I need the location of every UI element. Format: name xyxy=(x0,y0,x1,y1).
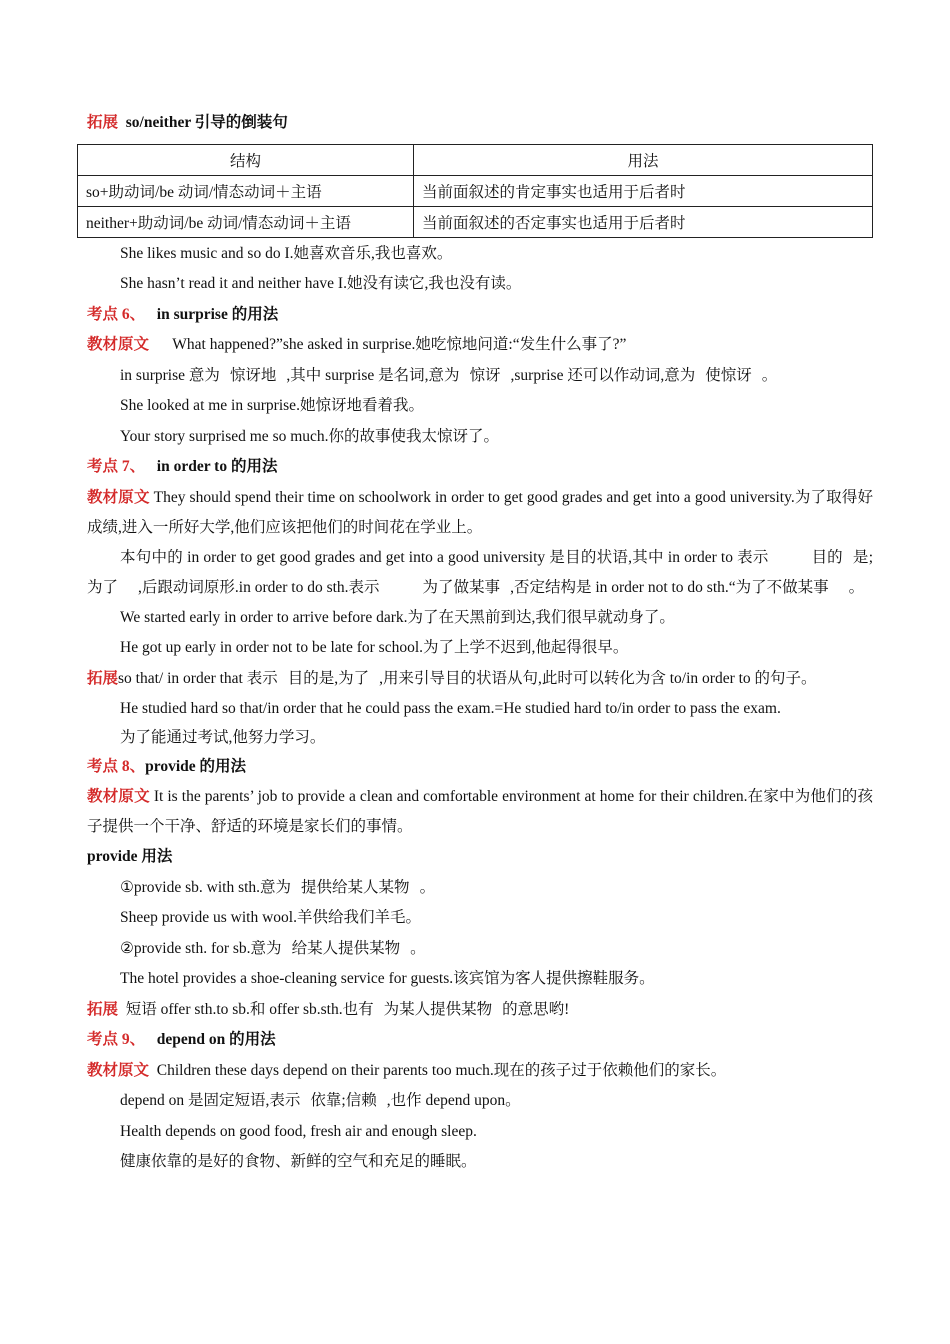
explanation-text: in surprise 意为 xyxy=(120,366,220,384)
section-heading-extension xyxy=(87,108,873,139)
answer-blank: 给某人提供某物 xyxy=(291,939,401,957)
usage-text: 。 xyxy=(410,939,426,957)
point-title: depend on 的用法 xyxy=(156,1031,276,1048)
usage-item xyxy=(87,934,873,965)
table-header: 用法 xyxy=(414,144,873,175)
answer-blank: 惊讶 xyxy=(469,366,501,384)
original-tag: 教材原文 xyxy=(87,788,150,805)
original-tag: 教材原文 xyxy=(87,336,150,353)
explanation-text: ,也作 depend upon。 xyxy=(386,1092,521,1109)
example-sentence: Health depends on good food, fresh air and enough sleep. xyxy=(120,1122,477,1140)
answer-blank: 为某人提供某物 xyxy=(383,1000,493,1018)
explanation-text: so that/ in order that 表示 xyxy=(118,669,278,687)
example-sentence: He got up early in order not to be late for school.为了上学不迟到,他起得很早。 xyxy=(120,639,629,656)
table-cell: 当前面叙述的肯定事实也适用于后者时 xyxy=(414,175,873,206)
example-translation: 健康依靠的是好的食物、新鲜的空气和充足的睡眠。 xyxy=(120,1153,477,1170)
extension-title: so/neither 引导的倒装句 xyxy=(125,114,288,131)
usage-subheading: provide 用法 xyxy=(87,848,173,865)
usage-text: ②provide sth. for sb.意为 xyxy=(120,939,282,957)
example-sentence: He studied hard so that/in order that he could pass the exam.=He studied hard to/in order to pass the exam. xyxy=(120,699,781,717)
extension-tag: 拓展 xyxy=(87,114,119,131)
explanation-text: 。 xyxy=(761,366,778,384)
example-sentence: She hasn’t read it and neither have I.她没有读它,我也没有读。 xyxy=(120,275,522,292)
point-6-heading xyxy=(87,300,873,331)
example-sentence: Your story surprised me so much.你的故事使我太惊讶了。 xyxy=(120,427,500,445)
explanation-text: 短语 offer sth.to sb.和 offer sb.sth.也有 xyxy=(125,1000,374,1018)
extension-note xyxy=(87,995,873,1026)
usage-text: 。 xyxy=(419,878,436,896)
table-row xyxy=(78,175,873,206)
textbook-original xyxy=(87,483,873,543)
point-tag: 考点 9、 xyxy=(87,1031,146,1048)
point-title: in order to 的用法 xyxy=(156,458,278,475)
explanation xyxy=(87,361,873,392)
textbook-original xyxy=(87,1056,873,1087)
answer-blank: 目的 xyxy=(811,548,843,566)
answer-blank: 使惊讶 xyxy=(705,366,752,384)
explanation xyxy=(87,1086,873,1117)
original-text: They should spend their time on schoolwork in order to get good grades and get into a good university.为了取得好成绩,进入一所好大学,他们应该把他们的时间花在学业上。 xyxy=(87,488,873,536)
original-tag: 教材原文 xyxy=(87,1061,150,1079)
table-cell: neither+助动词/be 动词/情态动词＋主语 xyxy=(78,206,414,237)
extension-tag: 拓展 xyxy=(87,669,119,687)
extension-tag: 拓展 xyxy=(87,1000,119,1018)
table-header: 结构 xyxy=(78,144,414,175)
point-title: provide 的用法 xyxy=(145,757,247,775)
example-sentence: We started early in order to arrive before dark.为了在天黑前到达,我们很早就动身了。 xyxy=(120,608,675,626)
original-text: It is the parents’ job to provide a clean and comfortable environment at home for their children.在家中为他们的孩子提供一个干净、舒适的环境是家长们的事情。 xyxy=(87,788,873,835)
example-sentence: She likes music and so do I.她喜欢音乐,我也喜欢。 xyxy=(120,244,453,262)
point-8-heading xyxy=(87,752,873,783)
point-tag: 考点 7、 xyxy=(87,458,146,475)
original-tag: 教材原文 xyxy=(87,488,150,506)
explanation-text: 本句中的 in order to get good grades and get into a good university 是目的状语,其中 in order to 表示 xyxy=(120,548,769,566)
point-7-heading xyxy=(87,452,873,483)
point-9-heading xyxy=(87,1025,873,1056)
answer-blank: 惊讶地 xyxy=(229,366,277,384)
explanation-text: ,后跟动词原形.in order to do sth.表示 xyxy=(138,578,380,596)
original-text: What happened?”she asked in surprise.她吃惊地问道:“发生什么事了?” xyxy=(172,336,627,353)
explanation-text: ,其中 surprise 是名词,意为 xyxy=(286,366,460,384)
explanation xyxy=(87,543,873,603)
point-title: in surprise 的用法 xyxy=(156,305,279,323)
usage-text: ①provide sb. with sth.意为 xyxy=(120,878,292,896)
example-sentence: The hotel provides a shoe-cleaning service for guests.该宾馆为客人提供擦鞋服务。 xyxy=(120,970,655,987)
answer-blank: 为了做某事 xyxy=(422,578,501,596)
answer-blank: 依靠;信赖 xyxy=(310,1092,377,1109)
original-text: Children these days depend on their parents too much.现在的孩子过于依赖他们的家长。 xyxy=(156,1061,727,1079)
point-tag: 考点 6、 xyxy=(87,305,146,323)
point-tag: 考点 8、 xyxy=(87,757,146,775)
textbook-original xyxy=(87,782,873,842)
explanation-text: 的意思哟! xyxy=(502,1000,570,1018)
document-page xyxy=(87,108,873,1178)
table-header-row xyxy=(78,144,873,175)
explanation-text: ,用来引导目的状语从句,此时可以转化为含 to/in order to 的句子。 xyxy=(379,669,817,687)
table-cell: 当前面叙述的否定事实也适用于后者时 xyxy=(414,206,873,237)
answer-blank: 目的是,为了 xyxy=(287,669,370,687)
example-sentence: She looked at me in surprise.她惊讶地看着我。 xyxy=(120,397,424,414)
explanation-text: depend on 是固定短语,表示 xyxy=(120,1092,301,1109)
usage-item xyxy=(87,873,873,904)
answer-blank: 提供给某人某物 xyxy=(301,878,410,896)
explanation-text: ,否定结构是 in order not to do sth.“为了不做某事 xyxy=(510,578,829,596)
table-row xyxy=(78,206,873,237)
example-translation: 为了能通过考试,他努力学习。 xyxy=(120,728,326,746)
textbook-original xyxy=(87,330,873,361)
explanation-text: 是;为了 xyxy=(87,548,873,596)
example-sentence: Sheep provide us with wool.羊供给我们羊毛。 xyxy=(120,909,421,926)
table-cell: so+助动词/be 动词/情态动词＋主语 xyxy=(78,175,414,206)
explanation-text: ,surprise 还可以作动词,意为 xyxy=(510,366,696,384)
explanation-text: 。 xyxy=(848,578,865,596)
extension-note xyxy=(87,664,873,694)
inversion-table xyxy=(77,144,873,238)
